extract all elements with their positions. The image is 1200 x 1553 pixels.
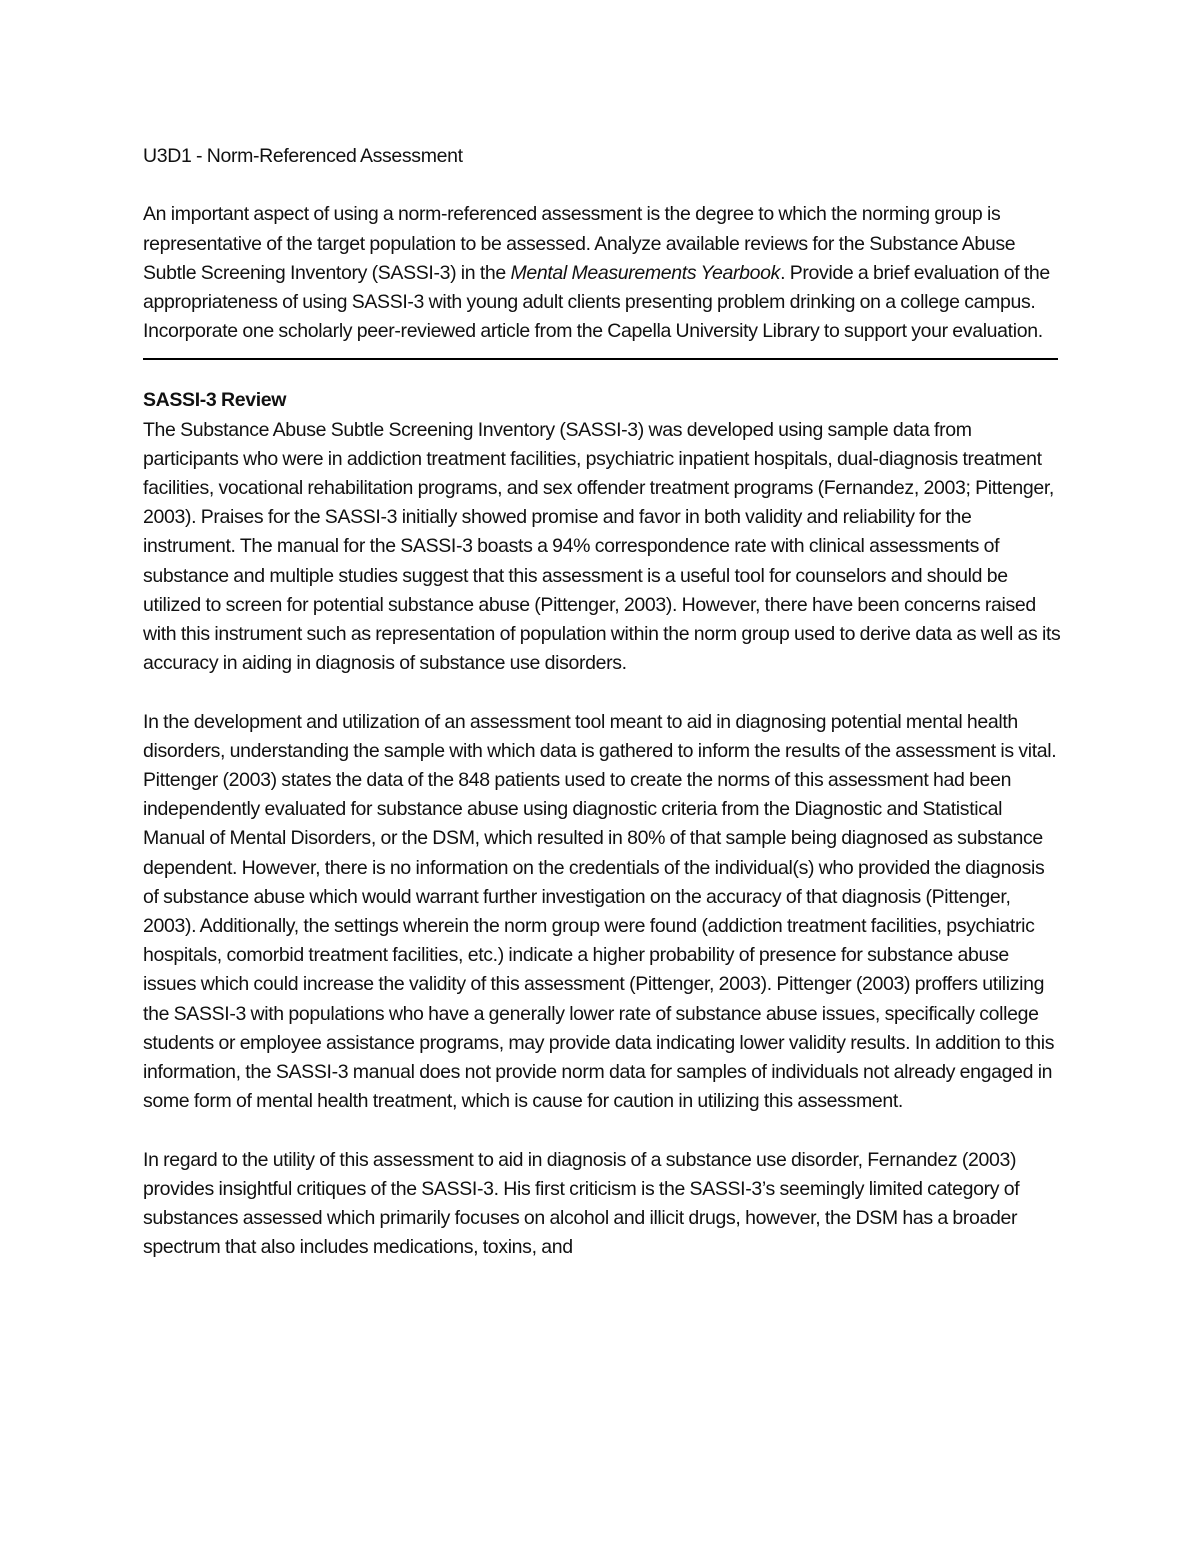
prompt-text-after: . Provide a brief evaluation of the appropriateness of using SASSI-3 with young adult clients presenting problem drinking on a college campus. Incorporate one scholarly peer-reviewed article from the Capella University Library to support your evaluation. [143,261,1050,343]
document-page [143,142,1063,1262]
prompt-italic-title: Mental Measurements Yearbook [510,261,781,284]
prompt-text-before: An important aspect of using a norm-referenced assessment is the degree to which the norming group is representative of the target population to be assessed. Analyze available reviews for the Substance Abuse Subtle Screening Inventory (SASSI-3) in the [143,203,1016,284]
document-title: U3D1 - Norm-Referenced Assessment [143,145,463,167]
body-paragraph-1: The Substance Abuse Subtle Screening Inventory (SASSI-3) was developed using sample data from participants who were in addiction treatment facilities, psychiatric inpatient hospitals, dual-diagnosis treatment facilities, vocational rehabilitation programs, and sex offender treatment programs (Fernandez, 2003; Pittenger, 2003). Praises for the SASSI-3 initially showed promise and favor in both validity and reliability for the instrument. The manual for the SASSI-3 boasts a 94% correspondence rate with clinical assessments of substance and multiple studies suggest that this assessment is a useful tool for counselors and should be utilized to screen for potential substance abuse (Pittenger, 2003). However, there have been concerns raised with this instrument such as representation of population within the norm group used to derive data as well as its accuracy in aiding in diagnosis of substance use disorders. [143,418,1061,675]
spacer [143,171,1063,200]
section-heading: SASSI-3 Review [143,389,287,412]
body-paragraph-2: In the development and utilization of an assessment tool meant to aid in diagnosing potential mental health disorders, understanding the sample with which data is gathered to inform the results of the assessment is vital. Pittenger (2003) states the data of the 848 patients used to create the norms of this assessment had been independently evaluated for substance abuse using diagnostic criteria from the Diagnostic and Statistical Manual of Mental Disorders, or the DSM, which resulted in 80% of that sample being diagnosed as substance dependent. However, there is no information on the credentials of the individual(s) who provided the diagnosis of substance abuse which would warrant further investigation on the accuracy of that diagnosis (Pittenger, 2003). Additionally, the settings wherein the norm group were found (addiction treatment facilities, psychiatric hospitals, comorbid treatment facilities, etc.) indicate a higher probability of presence for substance abuse issues which could increase the validity of this assessment (Pittenger, 2003). Pittenger (2003) proffers utilizing the SASSI-3 with populations who have a generally lower rate of substance abuse issues, specifically college students or employee assistance programs, may provide data indicating lower validity results. In addition to this information, the SASSI-3 manual does not provide norm data for samples of individuals not already engaged in some form of mental health treatment, which is cause for caution in utilizing this assessment. [143,710,1057,1113]
assignment-prompt [143,200,1063,346]
horizontal-divider [143,358,1058,360]
body-paragraph-3: In regard to the utility of this assessment to aid in diagnosis of a substance use disorder, Fernandez (2003) provides insightful critiques of the SASSI-3. His first criticism is the SASSI-3’s seemingly limited category of substances assessed which primarily focuses on alcohol and illicit drugs, however, the DSM has a broader spectrum that also includes medications, toxins, and [143,1148,1020,1259]
